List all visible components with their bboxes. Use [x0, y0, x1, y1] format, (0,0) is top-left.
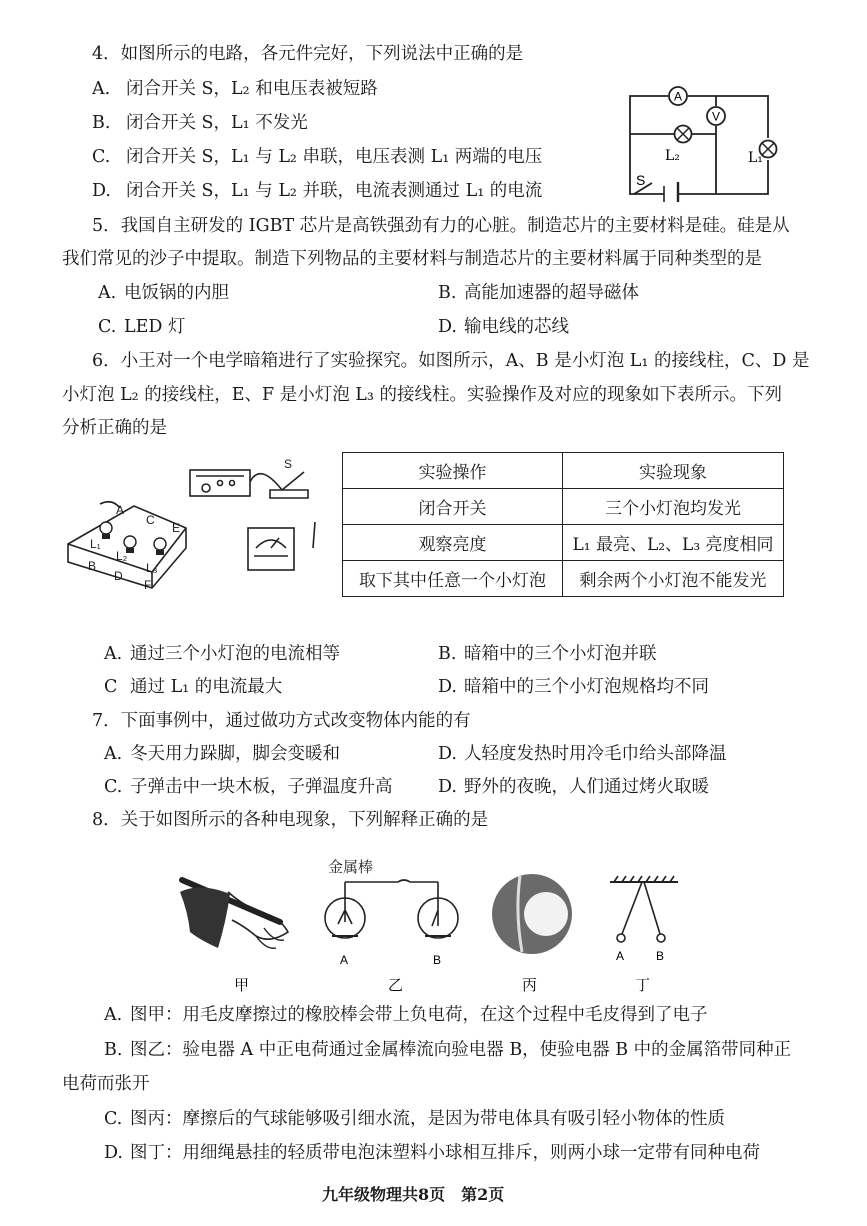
q4-option-d: D. 闭合开关 S，L₁ 与 L₂ 并联，电流表测通过 L₁ 的电流 — [92, 181, 543, 201]
bulb-l3-icon — [154, 538, 166, 555]
q6-stem-line2: 小灯泡 L₂ 的接线柱，E、F 是小灯泡 L₃ 的接线柱。实验操作及对应的现象如下表所示。下列 — [62, 385, 783, 405]
q5-option-d: D. 输电线的芯线 — [438, 317, 569, 337]
label-c: C — [146, 513, 155, 527]
table-cell: 剩余两个小灯泡不能发光 — [563, 561, 784, 597]
label-l3: L₃ — [146, 561, 158, 575]
q6-option-b: B. 暗箱中的三个小灯泡并联 — [438, 644, 657, 664]
q5-option-b: B. 高能加速器的超导磁体 — [438, 283, 639, 303]
label-b: B — [656, 949, 665, 963]
svg-text:A: A — [673, 89, 683, 104]
q5-option-c: C. LED 灯 — [98, 317, 186, 337]
label-e: E — [172, 521, 181, 535]
q4-option-b: B. 闭合开关 S，L₁ 不发光 — [92, 113, 308, 133]
q8-option-c: C. 图丙：摩擦后的气球能够吸引细水流，是因为带电体具有吸引轻小物体的性质 — [104, 1109, 725, 1129]
q6-option-a: A. 通过三个小灯泡的电流相等 — [104, 644, 340, 664]
q7-option-a: A. 冬天用力跺脚，脚会变暖和 — [104, 744, 340, 764]
label-d: D — [114, 569, 123, 583]
q7-stem: 7．下面事例中，通过做功方式改变物体内能的有 — [92, 711, 471, 731]
q4-option-c: C. 闭合开关 S，L₁ 与 L₂ 串联，电压表测 L₁ 两端的电压 — [92, 147, 543, 167]
label-a: A — [616, 949, 625, 963]
q8-option-b-continuation: 电荷而张开 — [62, 1074, 150, 1094]
q8-option-d: D. 图丁：用细绳悬挂的轻质带电泡沫塑料小球相互排斥，则两小球一定带有同种电荷 — [104, 1143, 760, 1163]
table-cell: 取下其中任意一个小灯泡 — [343, 561, 563, 597]
label-b: B — [433, 953, 442, 967]
ammeter-icon — [669, 87, 687, 105]
caption-bing: 丙 — [522, 976, 538, 994]
q7-option-b: D. 人轻度发热时用冷毛巾给头部降温 — [438, 744, 727, 764]
table-row — [343, 489, 784, 525]
q6-stem-line3: 分析正确的是 — [62, 418, 167, 438]
table-cell: 观察亮度 — [343, 525, 563, 561]
q6-experiment-table — [342, 452, 784, 597]
q4-circuit-diagram — [620, 82, 780, 202]
label-a: A — [340, 953, 349, 967]
bulb-l1-icon — [100, 522, 112, 539]
metal-rod-label: 金属棒 — [328, 858, 374, 876]
q8-stem: 8．关于如图所示的各种电现象，下列解释正确的是 — [92, 810, 489, 830]
q5-stem-line1: 5．我国自主研发的 IGBT 芯片是高铁强劲有力的心脏。制造芯片的主要材料是硅。硅是从 — [92, 216, 790, 236]
label-switch: S — [636, 172, 646, 188]
table-cell: 闭合开关 — [343, 489, 563, 525]
q8-figures — [170, 852, 700, 1002]
electroscopes-figure — [325, 880, 458, 938]
table-cell: 三个小灯泡均发光 — [563, 489, 784, 525]
q6-option-c: C 通过 L₁ 的电流最大 — [104, 677, 283, 697]
caption-jia: 甲 — [234, 976, 250, 994]
label-a: A — [116, 503, 125, 517]
caption-yi: 乙 — [388, 976, 404, 994]
q5-stem-line2: 我们常见的沙子中提取。制造下列物品的主要材料与制造芯片的主要材料属于同种类型的是 — [62, 249, 762, 269]
fur-rubbing-rod-figure — [180, 880, 288, 948]
svg-text:V: V — [711, 109, 721, 124]
voltmeter-icon — [707, 107, 725, 125]
q6-stem-line1: 6．小王对一个电学暗箱进行了实验探究。如图所示，A、B 是小灯泡 L₁ 的接线柱，C、D 是 — [92, 351, 810, 371]
q8-option-b: B. 图乙：验电器 A 中正电荷通过金属棒流向验电器 B，使验电器 B 中的金属箔带同种正 — [104, 1040, 792, 1060]
q7-option-c: C. 子弹击中一块木板，子弹温度升高 — [104, 777, 393, 797]
q4-option-a: A. 闭合开关 S，L₂ 和电压表被短路 — [92, 79, 378, 99]
label-f: F — [144, 578, 152, 592]
q4-stem: 4．如图所示的电路，各元件完好，下列说法中正确的是 — [92, 44, 524, 64]
label-b: B — [88, 559, 97, 573]
label-l1: L₁ — [748, 150, 763, 166]
lamp-l2-icon — [675, 126, 692, 143]
label-s: S — [284, 457, 293, 471]
balloon-water-photo — [492, 874, 572, 954]
table-cell: L₁ 最亮、L₂、L₃ 亮度相同 — [563, 525, 784, 561]
table-row — [343, 525, 784, 561]
q6-blackbox-figure — [60, 452, 330, 602]
label-l2: L₂ — [665, 148, 680, 164]
q8-option-a: A. 图甲：用毛皮摩擦过的橡胶棒会带上负电荷，在这个过程中毛皮得到了电子 — [104, 1005, 708, 1025]
table-row — [343, 561, 784, 597]
q5-option-a: A. 电饭锅的内胆 — [98, 283, 229, 303]
table-header: 实验现象 — [563, 453, 784, 489]
page-footer: 九年级物理共8页 第2页 — [322, 1185, 505, 1204]
q7-option-d: D. 野外的夜晚，人们通过烤火取暖 — [438, 777, 709, 797]
q6-option-d: D. 暗箱中的三个小灯泡规格均不同 — [438, 677, 709, 697]
label-l2: L₂ — [116, 549, 128, 563]
caption-ding: 丁 — [635, 976, 651, 994]
hanging-balls-figure — [610, 876, 678, 942]
label-l1: L₁ — [90, 537, 101, 551]
table-header: 实验操作 — [343, 453, 563, 489]
table-header-row — [343, 453, 784, 489]
